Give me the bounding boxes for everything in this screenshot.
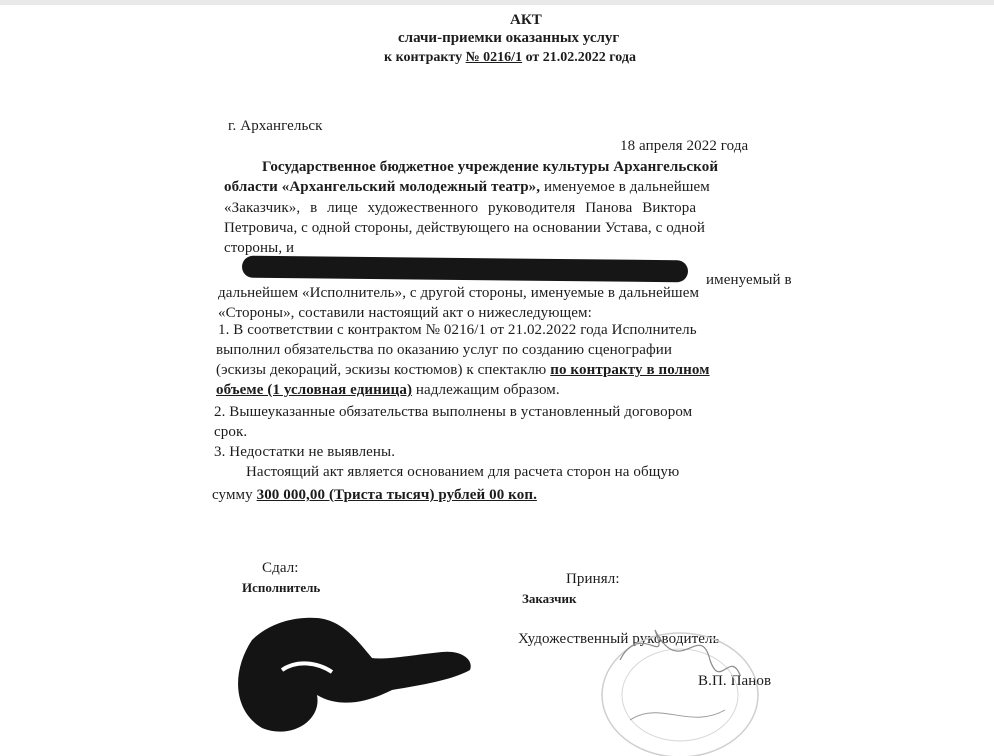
body-line-5: стороны, и <box>224 240 295 256</box>
customer-name: области «Архангельский молодежный театр», <box>224 179 541 195</box>
contract-reference <box>384 50 636 66</box>
redaction-scribble <box>222 600 482 740</box>
body-line-11 <box>216 362 710 379</box>
body-line-2-tail: именуемое в дальнейшем <box>543 179 710 195</box>
body-line-15: 3. Недостатки не выявлены. <box>214 444 396 460</box>
doc-title: АКТ <box>510 12 542 28</box>
body-line-7: дальнейшем «Исполнитель», с другой стороны, именуемые в дальнейшем <box>218 285 700 301</box>
body-line-14: срок. <box>214 424 248 440</box>
contract-scope: по контракту в полном <box>550 362 710 378</box>
sent-label: Сдал: <box>262 560 299 576</box>
signer-position: Художественный руководитель <box>518 631 720 647</box>
body-line-3: «Заказчик», в лице художественного руководителя Панова Виктора <box>224 200 697 216</box>
body-line-13: 2. Вышеуказанные обязательства выполнены в установленный договором <box>214 404 693 420</box>
contract-number: № 0216/1 <box>465 50 523 65</box>
sum-amount: 300 000,00 (Триста тысяч) рублей 00 коп. <box>256 487 537 503</box>
signer-name: В.П. Панов <box>698 673 772 689</box>
body-line-9: 1. В соответствии с контрактом № 0216/1 от 21.02.2022 года Исполнитель <box>218 322 697 338</box>
body-line-16: Настоящий акт является основанием для расчета сторон на общую <box>246 464 680 480</box>
contract-date: 21.02.2022 года <box>542 50 636 65</box>
redaction-bar <box>242 256 688 283</box>
accepted-label: Принял: <box>566 571 620 587</box>
doc-subtitle: слачи-приемки оказанных услуг <box>398 30 620 46</box>
executor-label: Исполнитель <box>242 580 321 595</box>
sum-label: сумму <box>212 487 253 503</box>
scope-volume: объеме (1 условная единица) <box>216 382 413 398</box>
body-line-2 <box>224 179 710 196</box>
contract-prefix: к контракту <box>384 50 463 65</box>
body-line-10: выполнил обязательства по оказанию услуг по созданию сценографии <box>216 342 673 358</box>
body-line-6: именуемый в <box>706 272 792 288</box>
customer-label: Заказчик <box>522 591 577 606</box>
act-date: 18 апреля 2022 года <box>620 138 749 154</box>
body-line-11-head: (эскизы декораций, эскизы костюмов) к спектаклю <box>216 362 547 378</box>
body-line-1: Государственное бюджетное учреждение культуры Архангельской <box>262 159 719 175</box>
body-line-8: «Стороны», составили настоящий акт о нижеследующем: <box>218 305 592 321</box>
body-line-12 <box>216 382 560 399</box>
body-line-17 <box>212 487 537 504</box>
body-line-4: Петровича, с одной стороны, действующего на основании Устава, с одной <box>224 220 705 236</box>
stamp-impression <box>560 600 790 756</box>
body-line-12-tail: надлежащим образом. <box>415 382 560 398</box>
place: г. Архангельск <box>228 118 323 134</box>
contract-date-prefix: от <box>525 50 540 65</box>
